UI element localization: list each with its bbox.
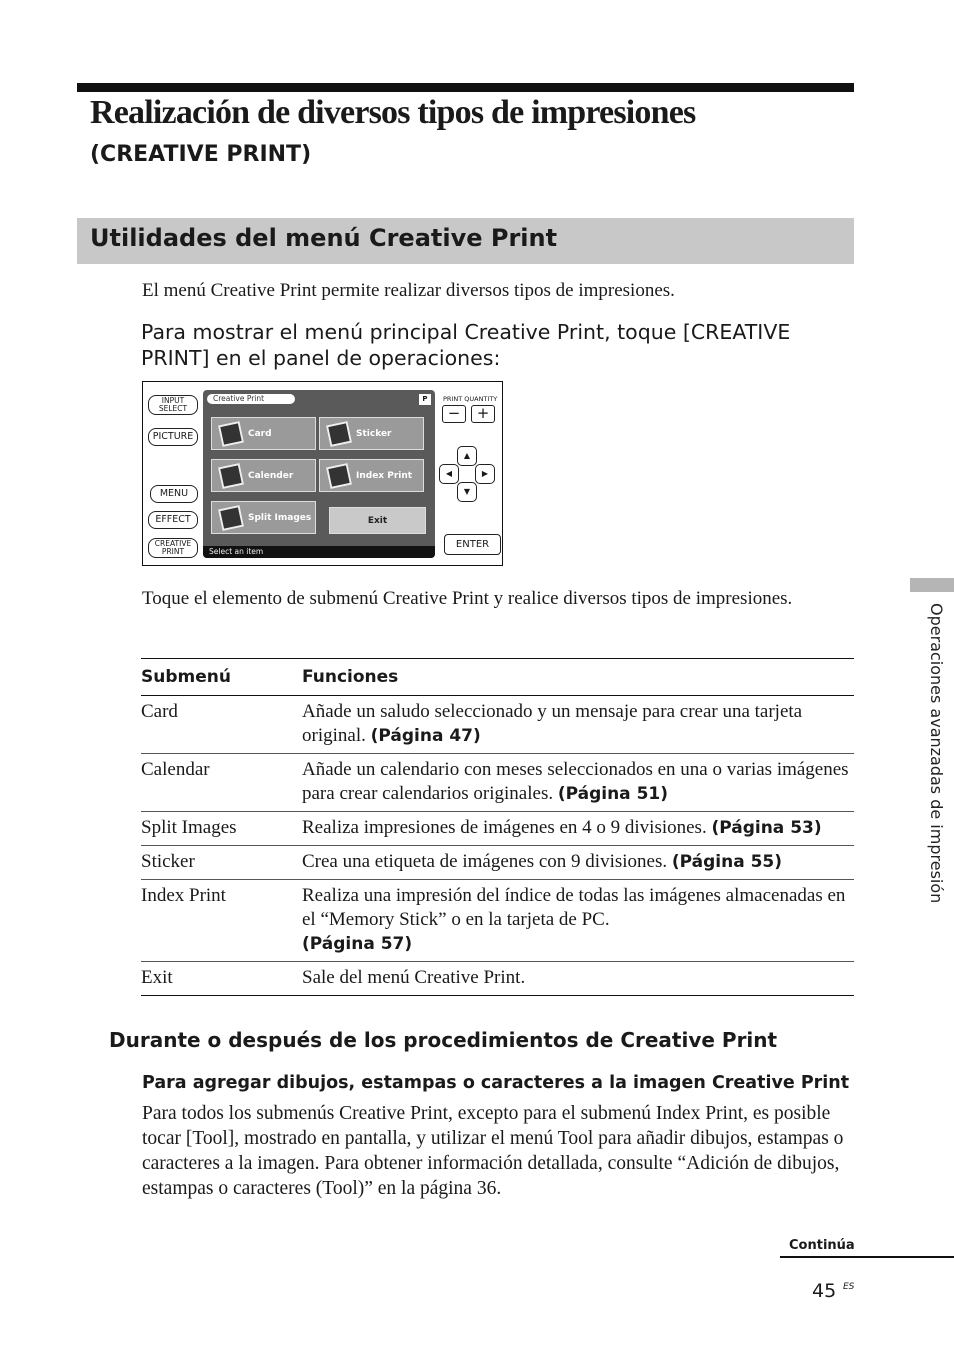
subsection-title: Durante o después de los procedimientos de Creative Print [109, 1028, 778, 1052]
print-quantity-label: PRINT QUANTITY [443, 395, 498, 403]
index-print-icon [326, 462, 352, 488]
description-text: Toque el elemento de submenú Creative Print y realice diversos tipos de impresiones. [142, 588, 793, 609]
arrow-up-button[interactable] [457, 446, 477, 466]
submenu-cell: Card [141, 696, 302, 754]
page-reference: (Página 47) [370, 726, 481, 746]
calender-menu-button[interactable] [211, 459, 316, 492]
picture-button[interactable]: PICTURE [148, 428, 198, 446]
arrow-up-icon: ▲ [463, 451, 471, 460]
function-cell [302, 880, 854, 962]
page-title: Realización de diversos tipos de impresiones [90, 94, 696, 131]
submenu-cell: Calendar [141, 754, 302, 812]
table-header-functions: Funciones [302, 659, 854, 696]
subsection-paragraph: Para todos los submenús Creative Print, excepto para el submenú Index Print, es posible tocar [Tool], mostrado en pantalla, y utilizar el menú Tool para añadir dibujos, estampas o caracteres a la imagen. Para obtener información detallada, consulte “Adición de dibujos, estampas o caracteres (Tool)” en la página 36. [142, 1103, 844, 1199]
submenu-cell: Index Print [141, 880, 302, 962]
instruction-text: Para mostrar el menú principal Creative Print, toque [CREATIVE PRINT] en el panel de operaciones: [141, 320, 791, 370]
index-print-label: Index Print [356, 470, 413, 481]
function-text: Sale del menú Creative Print. [302, 967, 526, 988]
table-row [141, 880, 854, 962]
table-row [141, 812, 854, 846]
sticker-menu-button[interactable] [319, 417, 424, 450]
creative-print-button[interactable]: CREATIVE PRINT [148, 538, 198, 558]
function-cell [302, 696, 854, 754]
arrow-down-button[interactable] [457, 482, 477, 502]
function-cell [302, 754, 854, 812]
card-icon [218, 420, 244, 446]
operation-panel-illustration [142, 381, 503, 566]
screen-status: Select an item [203, 546, 435, 558]
arrow-down-icon: ▼ [463, 487, 471, 496]
function-text: Añade un saludo seleccionado y un mensaje para crear una tarjeta original. [302, 701, 803, 746]
sticker-label: Sticker [356, 428, 392, 439]
function-cell [302, 812, 854, 846]
table-row [141, 696, 854, 754]
subsection-heading: Para agregar dibujos, estampas o caracteres a la imagen Creative Print [142, 1073, 850, 1093]
side-tab-marker [910, 578, 954, 592]
arrow-left-button[interactable] [439, 464, 459, 484]
screen-title: Creative Print [207, 394, 295, 404]
card-label: Card [248, 428, 272, 439]
split-images-icon [218, 504, 244, 530]
enter-button[interactable]: ENTER [444, 534, 501, 555]
quantity-minus-button[interactable]: − [442, 405, 466, 423]
submenu-table [141, 658, 854, 996]
function-text: Crea una etiqueta de imágenes con 9 divisiones. [302, 851, 668, 872]
index-print-menu-button[interactable] [319, 459, 424, 492]
table-row [141, 962, 854, 996]
continues-rule [780, 1256, 954, 1258]
card-menu-button[interactable] [211, 417, 316, 450]
page-subtitle: (CREATIVE PRINT) [90, 142, 312, 167]
function-text: Realiza una impresión del índice de todas las imágenes almacenadas en el “Memory Stick” o en la tarjeta de PC. [302, 885, 846, 930]
table-header-submenu: Submenú [141, 659, 302, 696]
function-text: Añade un calendario con meses seleccionados en una o varias imágenes para crear calendarios originales. [302, 759, 849, 804]
arrow-right-button[interactable] [475, 464, 495, 484]
page-reference: (Página 55) [671, 852, 783, 872]
submenu-cell: Exit [141, 962, 302, 996]
arrow-left-icon: ◀ [445, 469, 453, 478]
split-images-menu-button[interactable] [211, 501, 316, 534]
side-tab-label: Operaciones avanzadas de impresión [927, 603, 946, 904]
submenu-cell: Sticker [141, 846, 302, 880]
intro-text: El menú Creative Print permite realizar diversos tipos de impresiones. [142, 280, 675, 301]
section-title: Utilidades del menú Creative Print [90, 224, 558, 252]
screen-corner-label: P [419, 394, 431, 405]
effect-button[interactable]: EFFECT [148, 511, 198, 529]
exit-menu-button[interactable]: Exit [329, 507, 426, 534]
input-select-button[interactable]: INPUT SELECT [148, 395, 198, 415]
language-marker: ES [843, 1282, 855, 1292]
split-images-label: Split Images [248, 512, 312, 523]
page-reference: (Página 53) [711, 818, 822, 838]
table-row [141, 754, 854, 812]
sticker-icon [326, 420, 352, 446]
calender-label: Calender [248, 470, 294, 481]
continues-label: Continúa [789, 1238, 855, 1253]
function-cell [302, 846, 854, 880]
quantity-plus-button[interactable]: + [471, 405, 495, 423]
table-row [141, 846, 854, 880]
lcd-screen [203, 390, 435, 558]
menu-button[interactable]: MENU [150, 485, 198, 503]
top-rule [77, 83, 854, 92]
function-cell [302, 962, 854, 996]
page-reference: (Página 57) [302, 934, 413, 954]
page-number: 45 [812, 1280, 837, 1302]
submenu-cell: Split Images [141, 812, 302, 846]
page-reference: (Página 51) [557, 784, 669, 804]
function-text: Realiza impresiones de imágenes en 4 o 9 divisiones. [302, 817, 707, 838]
arrow-right-icon: ▶ [481, 469, 489, 478]
calender-icon [218, 462, 244, 488]
